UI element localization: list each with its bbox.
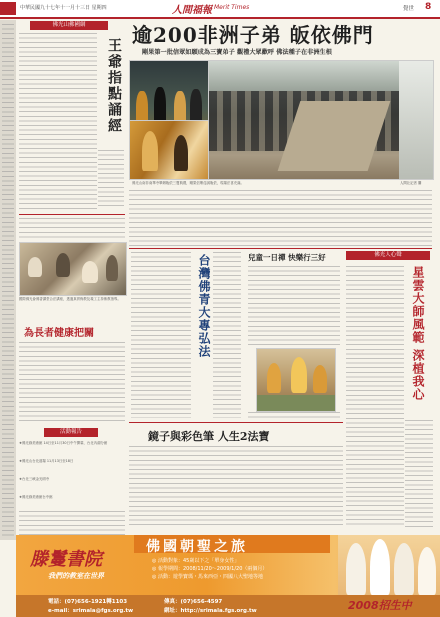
left-article-title: 王爺指點誦經 [106, 38, 122, 134]
ad-detail-3: ◎ 活動：遊學寶瑪・馬來西亞・四國八大聖地等地 [152, 574, 263, 580]
col3-photo [256, 348, 336, 412]
ad-web: 網址：http://srimala.fgs.org.tw [164, 608, 257, 614]
main-subhead: 剛果第一批信眾如願成為三寶弟子 觀禮大眾歡呼 佛法種子在非洲生根 [142, 49, 332, 56]
ad-calligraphy: 滕鬘書院 [30, 549, 102, 570]
masthead-english: Merit Times [214, 4, 250, 11]
col3-text-2 [248, 412, 340, 420]
ad-detail-2: ◎ 報學期間：2008/11/20～2009/1/20（兩個月） [152, 566, 268, 572]
notice-line-2: ★佛光山台北道場 11月13日至18日 [19, 459, 74, 463]
main-photo-inset [129, 120, 209, 180]
ad-fax: 傳真：(07)656-4597 [164, 599, 223, 605]
dateline: 中華民國九十七年十一月十三日 星期四 [20, 5, 107, 11]
col3-text [248, 266, 340, 346]
right-vertical-headline: 星雲大師風範 深植我心 [411, 266, 425, 402]
main-article-text [129, 190, 432, 246]
left-article-text-3 [19, 218, 125, 238]
main-story-rule [129, 248, 432, 249]
col2-text-right [213, 252, 241, 418]
right-article-text [346, 266, 404, 528]
elders-article-text [19, 342, 125, 422]
col2-vertical-headline: 台灣佛青大專弘法 [197, 254, 211, 358]
main-photo-credit: 人間社記者 攝 [400, 181, 422, 185]
masthead-logo: 人間福報 [172, 5, 212, 16]
elders-photo-caption: 國際佛光會佛香講堂合法講座，透過真實佈教及義工主持佈教指導。 [19, 297, 121, 301]
right-article-text-2 [405, 420, 433, 528]
col2-text-left [131, 252, 191, 418]
edge-text [2, 24, 14, 536]
page-header [0, 0, 440, 19]
col3-headline: 兒童一日禪 快樂行三好 [248, 253, 326, 262]
top-corner-block [0, 2, 16, 15]
notice-text [19, 511, 125, 536]
notice-line-3: ★台北三峽金光明寺 [19, 477, 50, 481]
advertisement [16, 535, 440, 617]
bottom-article-text [129, 446, 343, 528]
notice-line-1: ★佛光緣美術館 14日至11月30日中午開幕，台北內湖分館 [19, 441, 108, 445]
ad-tagline: 我們的教室在世界 [48, 572, 104, 580]
ad-detail-1: ◎ 活動對象：45歲以下之「單身女性」 [152, 558, 240, 564]
notice-label: 活動報告 [44, 428, 98, 437]
main-photo-caption: 佛光山南非南華寺舉辦皈依三寶典禮，剛果信眾虔誠皈依，現場法喜充滿。 [132, 181, 244, 185]
main-photo-right [208, 60, 434, 180]
left-article-text-2 [98, 150, 124, 210]
ad-students-photo [338, 535, 440, 595]
section-name: 覺世 [403, 6, 415, 12]
notice-line-4: ★佛光緣美術館台中館 [19, 495, 53, 499]
ad-enroll: 2008招生中 [348, 599, 412, 612]
left-edge-strip [0, 20, 16, 540]
elders-photo [19, 242, 127, 296]
left-article-text [19, 33, 97, 211]
page-number: 8 [425, 2, 432, 12]
bottom-headline: 鏡子與彩色筆 人生2法寶 [148, 430, 270, 443]
bottom-story-rule [129, 422, 343, 423]
main-headline: 逾200非洲子弟 皈依佛門 [132, 23, 374, 47]
ad-title: 佛國朝聖之旅 [146, 539, 248, 555]
left-rule [19, 214, 125, 215]
left-box-label: 佛光山佛國網 [30, 21, 108, 30]
right-box-label: 佛光人心聲 [346, 251, 430, 260]
ad-email: e-mail：srimala@fgs.org.tw [48, 608, 134, 614]
elders-headline: 為長者健康把關 [24, 328, 94, 339]
ad-phone: 電話：(07)656-1921轉1103 [48, 599, 128, 605]
